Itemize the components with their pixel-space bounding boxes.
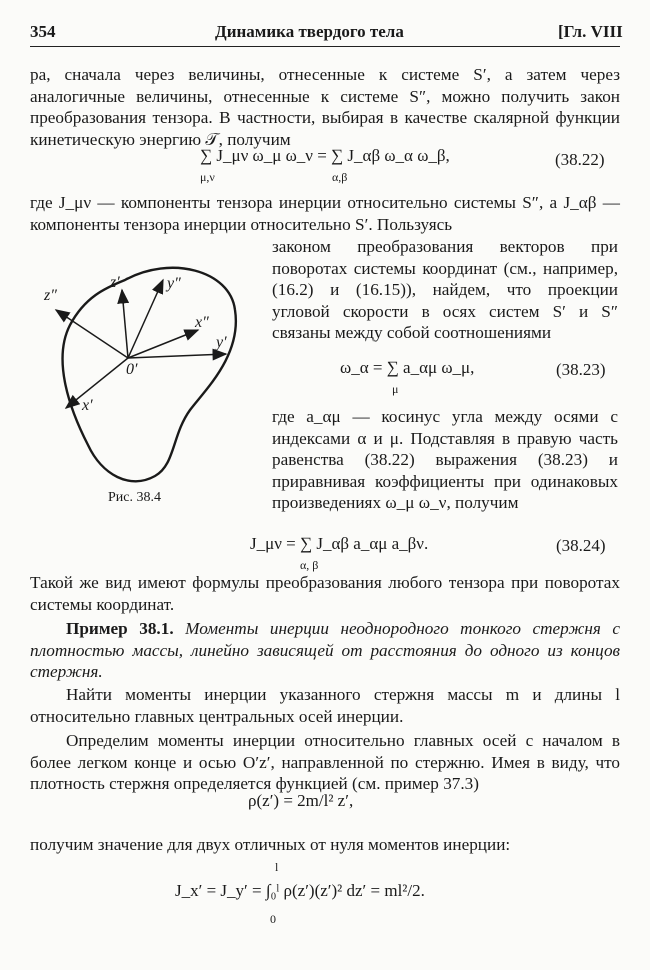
example-38-1 <box>30 618 620 683</box>
equation-38-22 <box>200 145 450 167</box>
equation-38-24-formula: J_μν = ∑ J_αβ a_αμ a_βν. <box>250 534 429 553</box>
label-origin: 0′ <box>126 361 138 378</box>
equation-38-24 <box>250 533 428 555</box>
para-result: получим значение для двух отличных от нуля моментов инерции: <box>30 835 511 854</box>
axis-z1 <box>122 290 128 358</box>
equation-38-22-formula: ∑ J_μν ω_μ ω_ν = ∑ J_αβ ω_α ω_β, <box>200 146 450 165</box>
equation-38-22-number: (38.22) <box>555 150 605 169</box>
label-y2: y″ <box>167 275 181 292</box>
label-x1: x′ <box>82 397 93 414</box>
example-label: Пример 38.1. <box>66 619 174 638</box>
rigid-body-outline <box>63 268 236 482</box>
chapter-label: [Гл. VIII <box>558 22 623 41</box>
label-y1: y′ <box>216 334 227 351</box>
equation-38-23-sub: μ <box>392 382 399 396</box>
para-wrap-2: где a_αμ — косинус угла между осями с индексами α и μ. Подставляя в правую часть равенства (38.22) выражения (38.23) и приравнивая коэффициенты при одинаковых произведениях ω_μ ω_ν, получим <box>272 407 618 512</box>
equation-38-22-lhs-sub: μ,ν <box>200 170 215 184</box>
integral-lower-limit: 0 <box>270 912 276 926</box>
axis-y1 <box>128 354 226 358</box>
equation-density: ρ(z′) = 2m/l² z′, <box>248 791 354 810</box>
axis-x1 <box>66 358 128 408</box>
running-title: Динамика твердого тела <box>215 22 404 41</box>
equation-38-24-number: (38.24) <box>556 536 606 555</box>
para-intro: ра, сначала через величины, отнесенные к системе S′, а затем через аналогичные величины, отнесенные к системе S″, можно получить закон преобразования тензора. В частности, выбирая в качестве скалярной функции кинетическую энергию 𝒯, получим <box>30 65 620 149</box>
equation-38-23 <box>340 357 474 379</box>
label-x2: x″ <box>195 314 209 331</box>
para-solution: Определим моменты инерции относительно главных осей с началом в более легком конце и осью O′z′, направленной по стержню. Имея в виду, что плотность стержня определяется функцией (см. пример 37.3) <box>30 731 620 793</box>
label-z1: z′ <box>110 274 120 291</box>
figure-caption: Рис. 38.4 <box>108 490 161 505</box>
equation-38-23-formula: ω_α = ∑ a_αμ ω_μ, <box>340 358 475 377</box>
page-number: 354 <box>30 22 56 41</box>
equation-38-23-number: (38.23) <box>556 360 606 379</box>
equation-38-24-sub: α, β <box>300 558 319 572</box>
label-z2: z″ <box>44 287 57 304</box>
para-components: где J_μν — компоненты тензора инерции относительно системы S″, а J_αβ — компоненты тензора инерции относительно S′. Пользуясь <box>30 193 620 234</box>
equation-moments: J_x′ = J_y′ = ∫₀ˡ ρ(z′)(z′)² dz′ = ml²/2. <box>175 881 425 900</box>
para-wrap-1: законом преобразования векторов при поворотах системы координат (см., например, (16.2) и (16.15)), найдем, что проекции угловой скорости в осях систем S′ и S″ связаны между собой соотношениями <box>272 237 618 342</box>
equation-38-22-rhs-sub: α,β <box>332 170 348 184</box>
para-task: Найти моменты инерции указанного стержня массы m и длины l относительно главных центральных осей инерции. <box>30 685 620 726</box>
header-rule <box>30 46 620 47</box>
example-statement: Моменты инерции неоднородного тонкого стержня с плотностью массы, линейно зависящей от расстояния до одного из концов стержня. <box>30 619 620 681</box>
integral-upper-limit: l <box>275 860 279 874</box>
para-same-form: Такой же вид имеют формулы преобразования любого тензора при поворотах системы координат. <box>30 573 620 614</box>
figure-38-4 <box>30 250 270 485</box>
